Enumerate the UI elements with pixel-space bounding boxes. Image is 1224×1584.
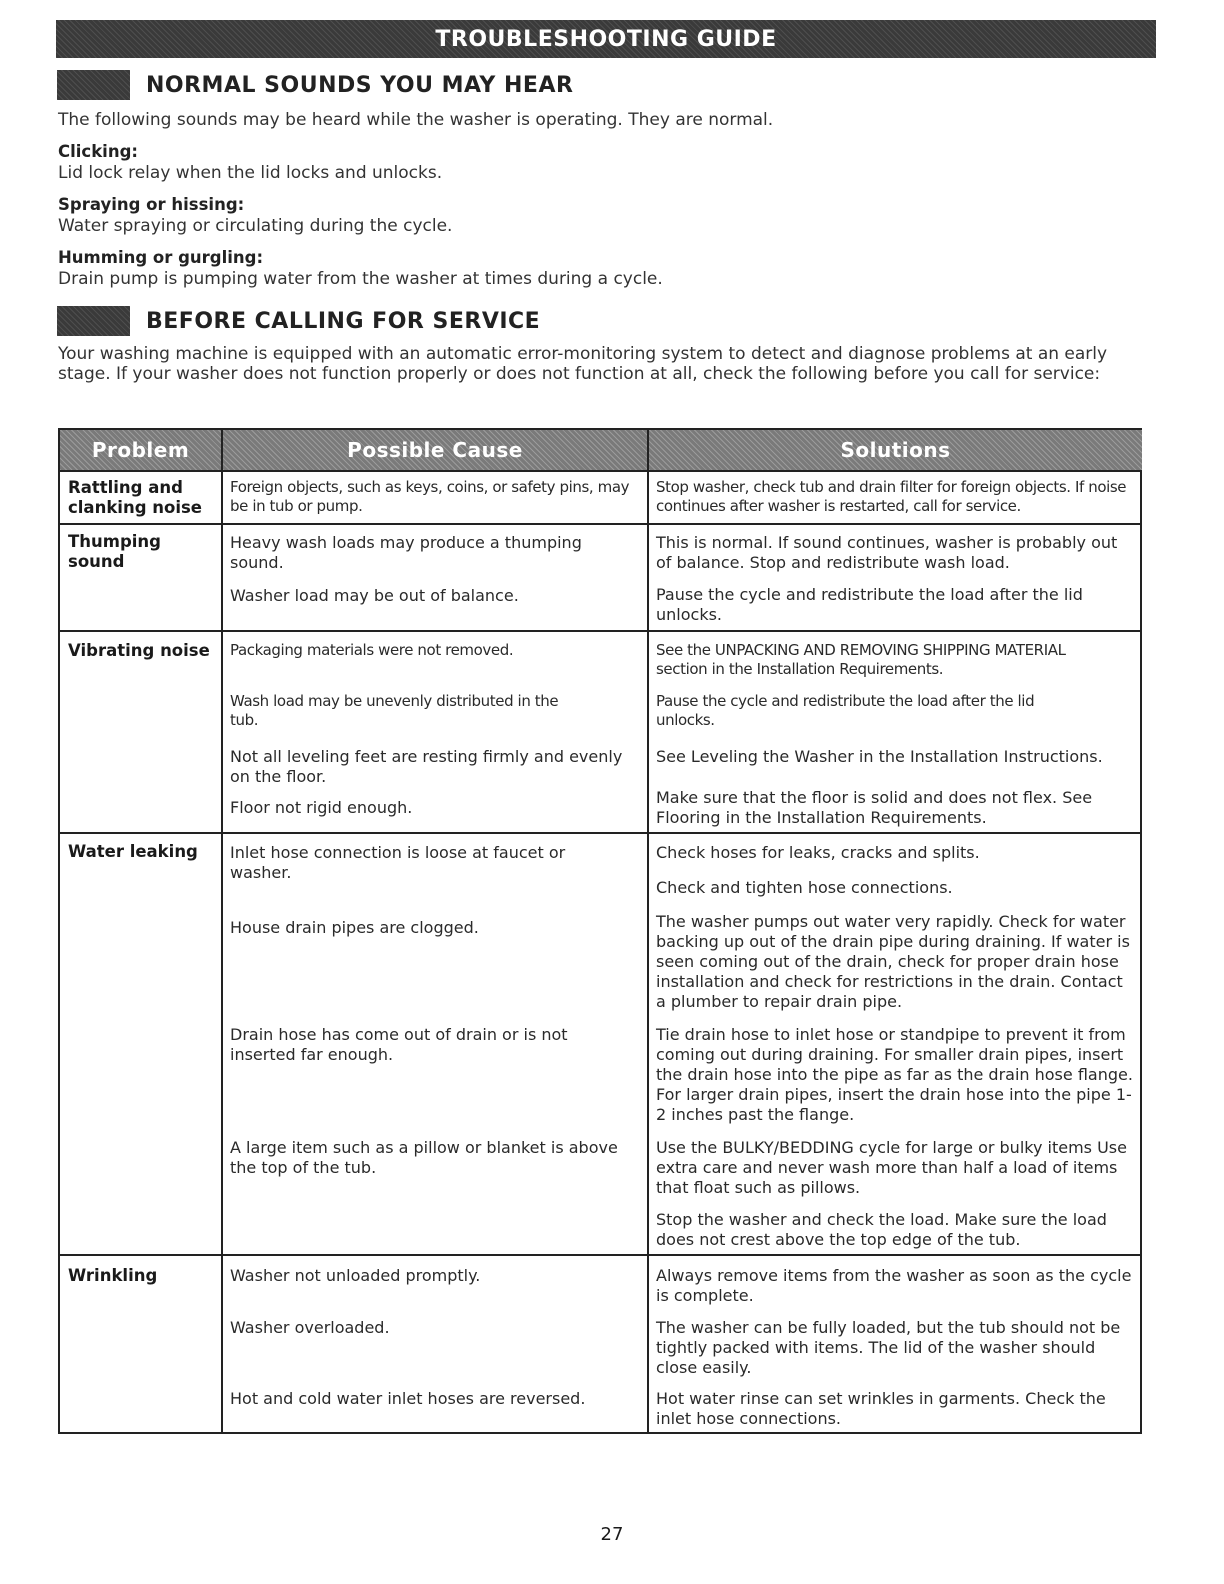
- row-divider: [60, 470, 1140, 472]
- cause-item: Not all leveling feet are resting firmly and evenly on the floor.: [230, 747, 623, 786]
- section-marker: [57, 306, 130, 336]
- row-divider: [60, 1254, 1140, 1256]
- solution-item: Hot water rinse can set wrinkles in garments. Check the inlet hose connections.: [656, 1389, 1106, 1428]
- solution-item: The washer pumps out water very rapidly. Check for water backing up out of the drain pipe during draining. If water is seen coming out of the drain, check for proper drain hose installation and check for restrictions in the drain. Contact a plumber to repair drain pipe.: [656, 912, 1130, 1011]
- before-service-intro: Your washing machine is equipped with an automatic error-monitoring system to detect and diagnose problems at an early stage. If your washer does not function properly or does not function at all, check the following before you call for service:: [58, 344, 1108, 384]
- solution-item: Tie drain hose to inlet hose or standpipe to prevent it from coming out during draining. For smaller drain pipes, insert the drain hose into the pipe as far as the drain hose flange. For larger drain pipes, insert the drain hose into the pipe 1-2 inches past the flange.: [656, 1025, 1133, 1124]
- cause-item: Heavy wash loads may produce a thumping sound.: [230, 533, 582, 572]
- sound-label-clicking: Clicking:: [58, 142, 138, 161]
- solution-item: This is normal. If sound continues, washer is probably out of balance. Stop and redistribute wash load.: [656, 533, 1118, 572]
- solution-item: Use the BULKY/BEDDING cycle for large or bulky items Use extra care and never wash more than half a load of items that float such as pillows.: [656, 1138, 1127, 1197]
- solution-item: The washer can be fully loaded, but the tub should not be tightly packed with items. The lid of the washer should close easily.: [656, 1318, 1121, 1377]
- sound-label-humming: Humming or gurgling:: [58, 248, 264, 267]
- solution-item: Pause the cycle and redistribute the load after the lid unlocks.: [656, 692, 1035, 729]
- cause-item: House drain pipes are clogged.: [230, 918, 479, 937]
- solution-item: Always remove items from the washer as soon as the cycle is complete.: [656, 1266, 1132, 1305]
- cause-item: Inlet hose connection is loose at faucet or washer.: [230, 843, 566, 882]
- sound-label-spraying: Spraying or hissing:: [58, 195, 245, 214]
- column-divider: [221, 430, 223, 1432]
- troubleshooting-table: [58, 428, 1142, 1434]
- cause-item: Floor not rigid enough.: [230, 798, 413, 817]
- header-problem: [60, 430, 221, 470]
- cause-item: Foreign objects, such as keys, coins, or safety pins, may be in tub or pump.: [230, 478, 630, 515]
- header-label: Solutions: [840, 438, 951, 462]
- sound-text-humming: Drain pump is pumping water from the washer at times during a cycle.: [58, 269, 663, 289]
- cause-item: Washer not unloaded promptly.: [230, 1266, 481, 1285]
- solution-item: See Leveling the Washer in the Installation Instructions.: [656, 747, 1103, 766]
- banner-title: TROUBLESHOOTING GUIDE: [435, 26, 777, 52]
- sound-text-clicking: Lid lock relay when the lid locks and unlocks.: [58, 163, 443, 183]
- problem-vibrating: Vibrating noise: [68, 641, 210, 660]
- solution-item: Make sure that the floor is solid and does not flex. See Flooring in the Installation Requirements.: [656, 788, 1093, 827]
- solution-item: See the UNPACKING AND REMOVING SHIPPING MATERIAL section in the Installation Requirements.: [656, 641, 1066, 678]
- solution-item: Stop the washer and check the load. Make sure the load does not crest above the top edge of the tub.: [656, 1210, 1107, 1249]
- page-banner: [56, 20, 1156, 58]
- section-title: NORMAL SOUNDS YOU MAY HEAR: [146, 72, 574, 98]
- solution-item: Check hoses for leaks, cracks and splits.: [656, 843, 980, 862]
- problem-water-leaking: Water leaking: [68, 842, 198, 861]
- cause-item: Drain hose has come out of drain or is not inserted far enough.: [230, 1025, 568, 1064]
- section-before-service-heading: [57, 306, 540, 336]
- page-number: 27: [600, 1524, 624, 1545]
- cause-item: Washer load may be out of balance.: [230, 586, 519, 605]
- section-marker: [57, 70, 130, 100]
- solution-item: Pause the cycle and redistribute the load after the lid unlocks.: [656, 585, 1083, 624]
- solution-item: Stop washer, check tub and drain filter for foreign objects. If noise continues after washer is restarted, call for service.: [656, 478, 1127, 515]
- header-solutions: [649, 430, 1142, 470]
- sound-text-spraying: Water spraying or circulating during the cycle.: [58, 216, 453, 236]
- problem-thumping: Thumping sound: [68, 532, 161, 571]
- section-title: BEFORE CALLING FOR SERVICE: [146, 308, 541, 334]
- cause-item: Washer overloaded.: [230, 1318, 390, 1337]
- row-divider: [60, 523, 1140, 525]
- cause-item: Wash load may be unevenly distributed in the tub.: [230, 692, 559, 729]
- column-divider: [647, 430, 649, 1432]
- header-label: Possible Cause: [347, 438, 523, 462]
- cause-item: Hot and cold water inlet hoses are reversed.: [230, 1389, 586, 1408]
- problem-wrinkling: Wrinkling: [68, 1266, 158, 1285]
- problem-rattling: Rattling and clanking noise: [68, 478, 202, 517]
- normal-sounds-intro: The following sounds may be heard while the washer is operating. They are normal.: [58, 110, 774, 130]
- row-divider: [60, 630, 1140, 632]
- solution-item: Check and tighten hose connections.: [656, 878, 953, 897]
- cause-item: Packaging materials were not removed.: [230, 641, 514, 659]
- cause-item: A large item such as a pillow or blanket is above the top of the tub.: [230, 1138, 618, 1177]
- header-label: Problem: [91, 438, 190, 462]
- row-divider: [60, 832, 1140, 834]
- section-normal-sounds-heading: [57, 70, 573, 100]
- header-possible-cause: [223, 430, 647, 470]
